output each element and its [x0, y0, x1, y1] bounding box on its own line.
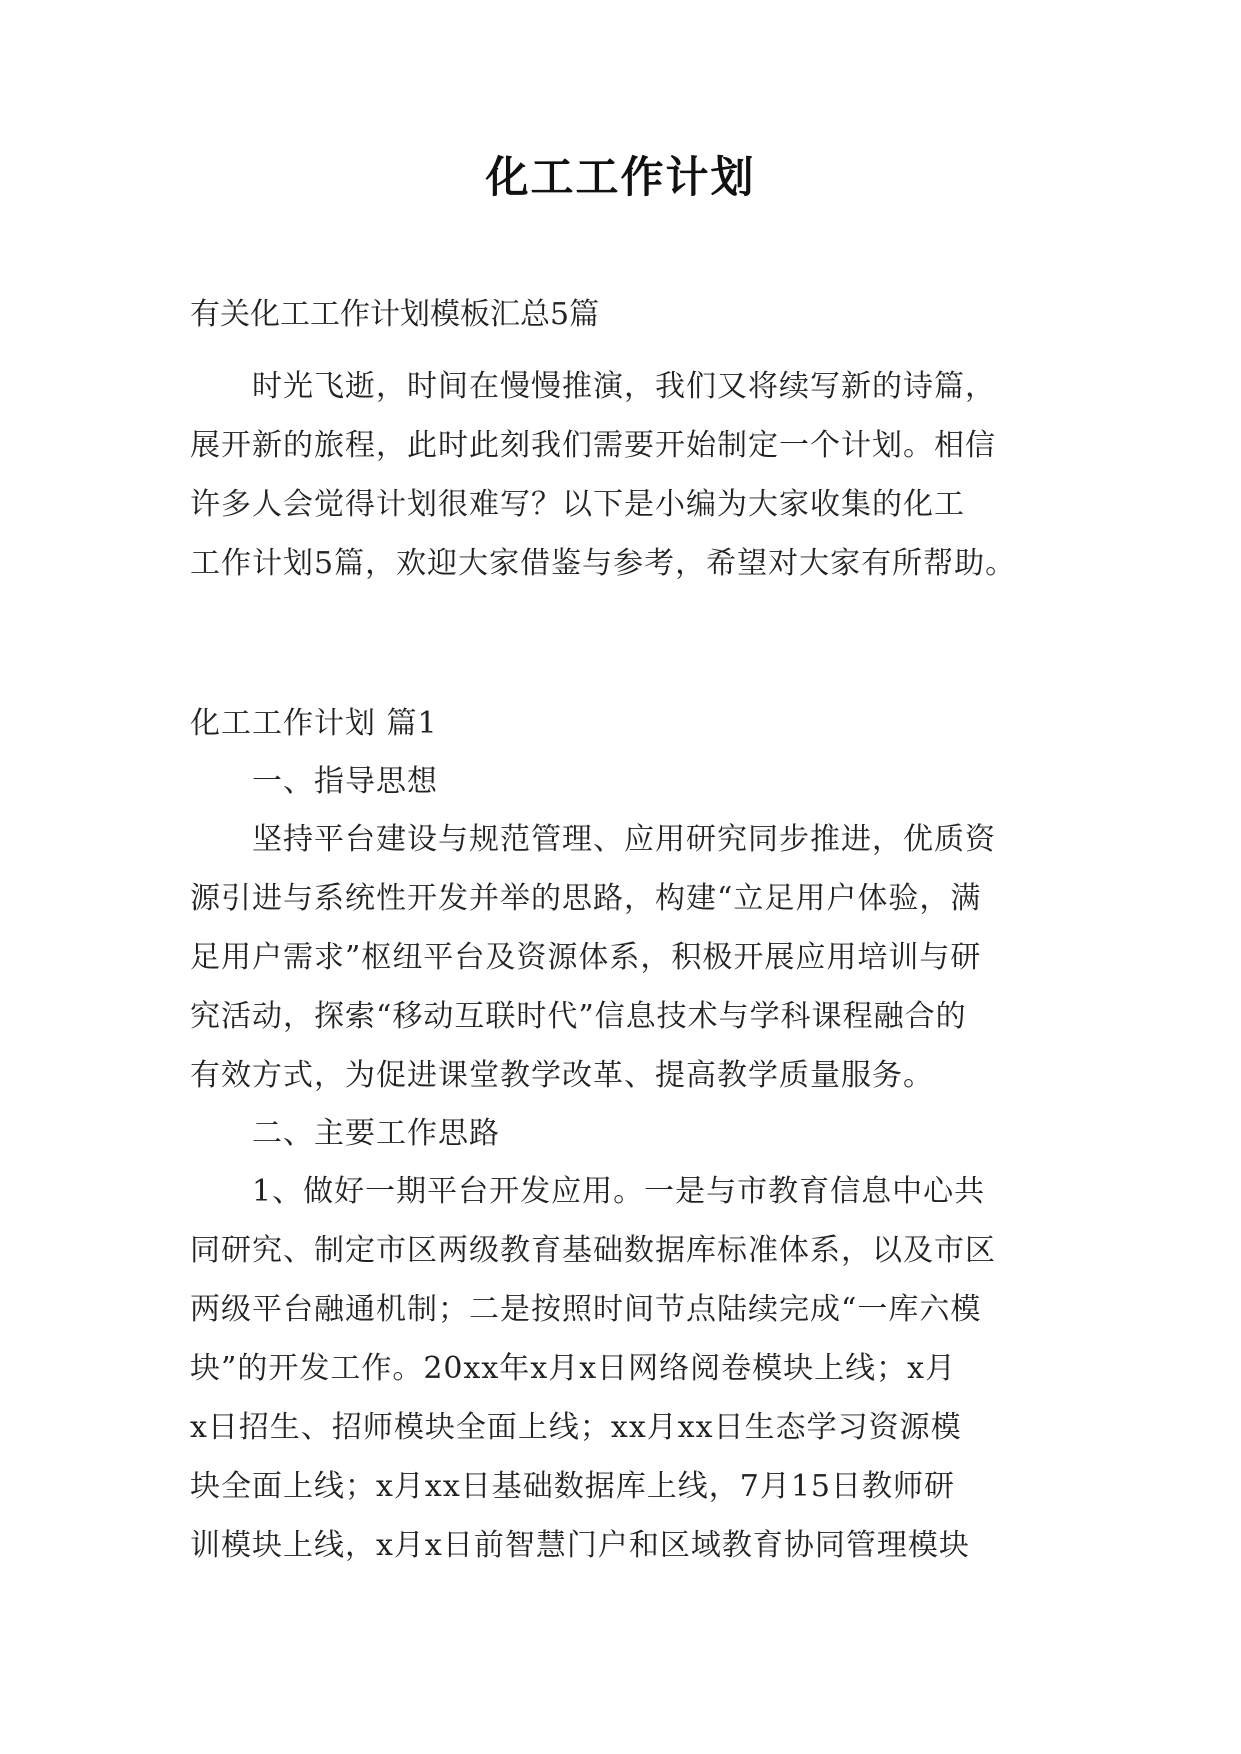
paragraph-line: 坚持平台建设与规范管理、应用研究同步推进，优质资: [252, 822, 996, 857]
guiding-thought-paragraph: [190, 810, 1070, 1105]
paragraph-line: 源引进与系统性开发并举的思路，构建“立足用户体验，满: [190, 881, 982, 916]
paragraph-line: x日招生、招师模块全面上线；xx月xx日生态学习资源模: [190, 1410, 962, 1445]
document-subtitle: 有关化工工作计划模板汇总5篇: [190, 297, 600, 332]
document-title: 化工工作计划: [485, 153, 756, 203]
intro-line: 工作计划5篇，欢迎大家借鉴与参考，希望对大家有所帮助。: [190, 546, 1017, 581]
paragraph-line: 究活动，探索“移动互联时代”信息技术与学科课程融合的: [190, 999, 967, 1034]
intro-line: 许多人会觉得计划很难写？以下是小编为大家收集的化工: [190, 487, 965, 522]
paragraph-line: 足用户需求”枢纽平台及资源体系，积极开展应用培训与研: [190, 940, 982, 975]
paragraph-line: 训模块上线，x月x日前智慧门户和区域教育协同管理模块: [190, 1528, 970, 1563]
intro-line: 展开新的旅程，此时此刻我们需要开始制定一个计划。相信: [190, 428, 996, 463]
part-heading-guiding-thought: 一、指导思想: [252, 764, 438, 799]
intro-line: 时光飞逝，时间在慢慢推演，我们又将续写新的诗篇，: [252, 369, 996, 404]
paragraph-line: 有效方式，为促进课堂教学改革、提高教学质量服务。: [190, 1058, 934, 1093]
paragraph-line: 块全面上线；x月xx日基础数据库上线，7月15日教师研: [190, 1469, 956, 1504]
paragraph-line: 块”的开发工作。20xx年x月x日网络阅卷模块上线；x月: [190, 1351, 957, 1386]
work-ideas-paragraph: [190, 1162, 1070, 1575]
paragraph-line: 1、做好一期平台开发应用。一是与市教育信息中心共: [252, 1174, 986, 1209]
intro-paragraph: [190, 357, 1070, 593]
section-title: 化工工作计划 篇1: [190, 706, 438, 741]
paragraph-line: 两级平台融通机制；二是按照时间节点陆续完成“一库六模: [190, 1292, 982, 1327]
paragraph-line: 同研究、制定市区两级教育基础数据库标准体系，以及市区: [190, 1233, 996, 1268]
part-heading-work-ideas: 二、主要工作思路: [252, 1116, 500, 1151]
